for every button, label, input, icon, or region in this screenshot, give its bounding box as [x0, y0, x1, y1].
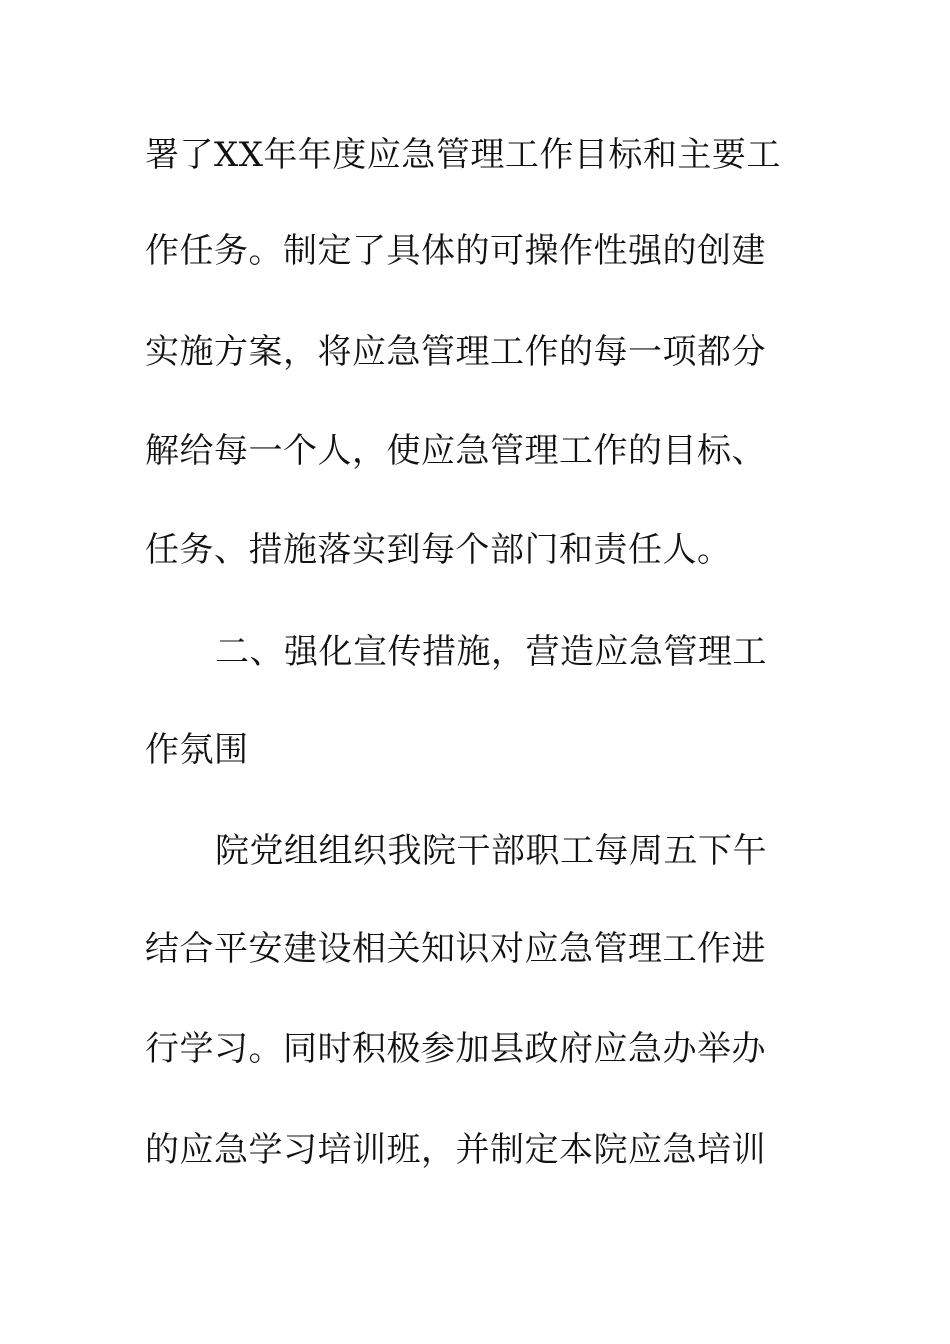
- body-text-line: 解给每一个人，使应急管理工作的目标、: [145, 431, 766, 471]
- body-text-line: 署了XX年年度应急管理工作目标和主要工: [145, 135, 781, 175]
- body-text-line: 任务、措施落实到每个部门和责任人。: [145, 530, 732, 570]
- body-text-line: 的应急学习培训班，并制定本院应急培训: [145, 1130, 766, 1170]
- body-text-line: 实施方案，将应急管理工作的每一项都分: [145, 332, 766, 372]
- paragraph-first-line: 院党组组织我院干部职工每周五下午: [215, 831, 767, 871]
- body-text-line: 作任务。制定了具体的可操作性强的创建: [145, 231, 766, 271]
- body-text-line: 行学习。同时积极参加县政府应急办举办: [145, 1029, 766, 1069]
- body-text-line: 结合平安建设相关知识对应急管理工作进: [145, 929, 766, 969]
- section-heading-line: 二、强化宣传措施，营造应急管理工: [215, 632, 767, 672]
- section-heading-line: 作氛围: [145, 730, 249, 770]
